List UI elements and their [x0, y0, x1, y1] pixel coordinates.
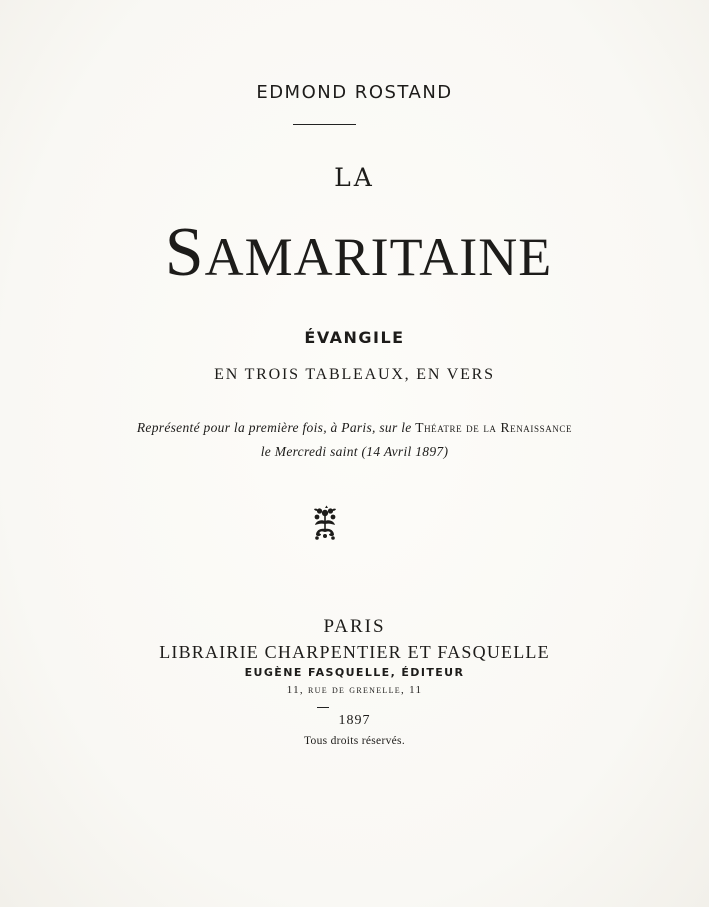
- imprint-editor: EUGÈNE FASQUELLE, ÉDITEUR: [244, 666, 465, 679]
- imprint-publisher: LIBRAIRIE CHARPENTIER ET FASQUELLE: [159, 642, 550, 662]
- genre-label: ÉVANGILE: [304, 328, 405, 347]
- performance-intro: Représenté pour la première fois, à Paris, sur le: [136, 420, 416, 435]
- author-name: EDMOND ROSTAND: [256, 82, 453, 103]
- book-title: [4, 214, 709, 292]
- title-rest: AMARITAINE: [204, 227, 553, 287]
- author-divider: [293, 124, 356, 125]
- title-article: LA: [334, 163, 375, 192]
- theatre-name: Théatre de la Renaissance: [415, 420, 573, 435]
- imprint-address: 11, rue de grenelle, 11: [286, 684, 423, 696]
- year-divider: [317, 707, 329, 708]
- imprint-city: PARIS: [323, 616, 386, 637]
- title-initial: S: [164, 214, 205, 291]
- performance-line-1: [0, 420, 709, 436]
- rights-notice: Tous droits réservés.: [304, 735, 405, 747]
- imprint-year: 1897: [338, 713, 371, 728]
- performance-line-2: le Mercredi saint (14 Avril 1897): [260, 444, 449, 459]
- floral-fleuron-icon: [311, 505, 339, 541]
- subgenre-label: EN TROIS TABLEAUX, EN VERS: [214, 366, 495, 383]
